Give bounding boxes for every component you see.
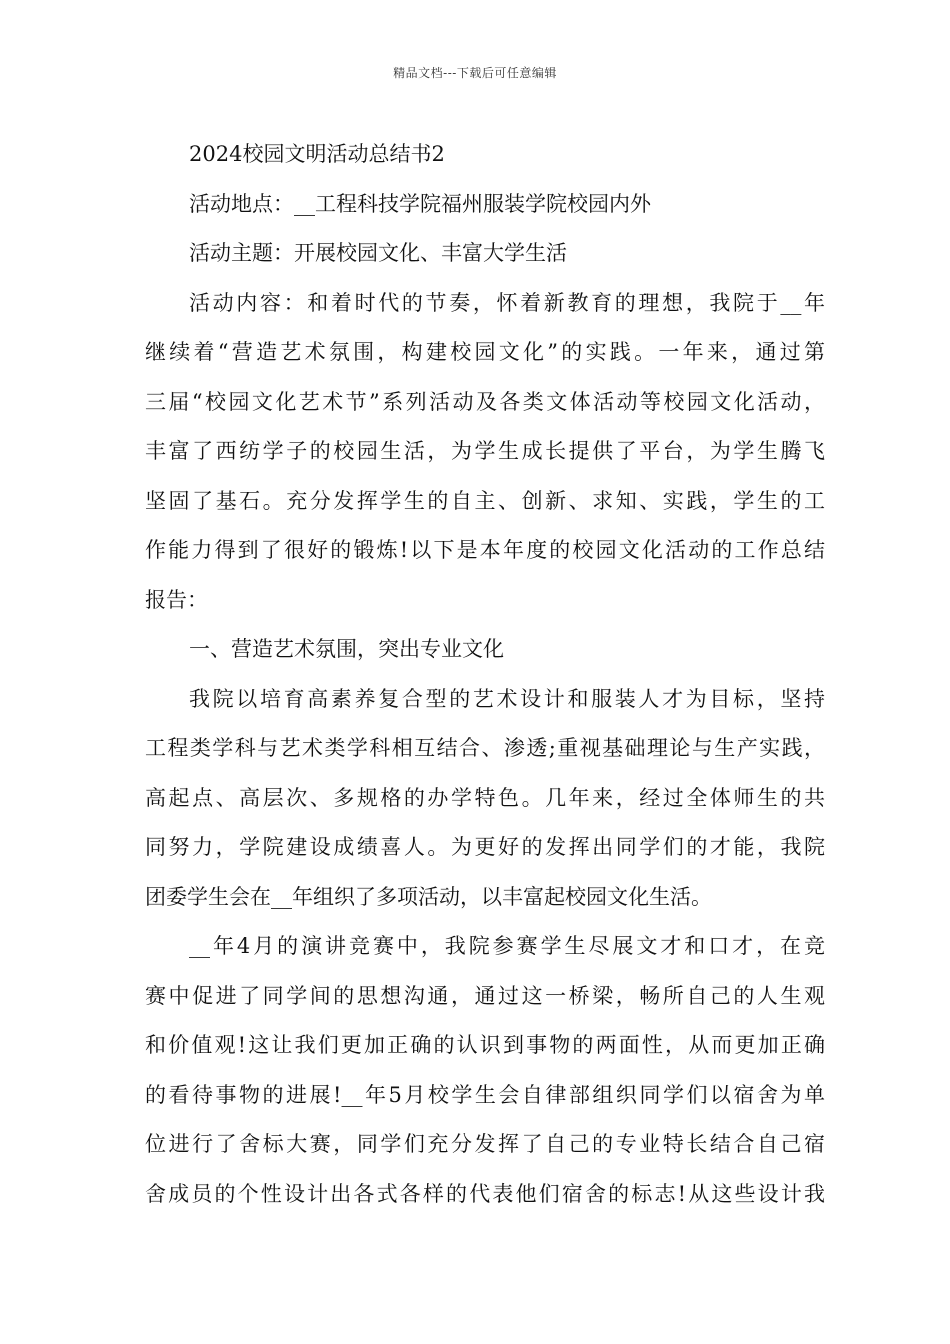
paragraph-line: 的看待事物的进展!__年5月校学生会自律部组织同学们以宿舍为单 [145,1082,825,1107]
paragraph-line: 我院以培育高素养复合型的艺术设计和服装人才为目标，坚持 [189,686,825,711]
paragraph-line: 舍成员的个性设计出各式各样的代表他们宿舍的标志!从这些设计我 [145,1181,825,1206]
section-heading: 一、营造艺术氛围，突出专业文化 [189,637,504,661]
paragraph-line: 工程类学科与艺术类学科相互结合、渗透;重视基础理论与生产实践， [145,736,825,760]
paragraph-art-atmosphere [145,675,825,923]
paragraph-line: 同努力，学院建设成绩喜人。为更好的发挥出同学们的才能，我院 [145,835,825,859]
paragraph-line: 继续着“营造艺术氛围，构建校园文化”的实践。一年来，通过第 [145,340,825,364]
paragraph-line: 高起点、高层次、多规格的办学特色。几年来，经过全体师生的共 [145,785,825,810]
paragraph-line: 坚固了基石。充分发挥学生的自主、创新、求知、实践，学生的工 [145,488,825,513]
paragraph-line: 和价值观!这让我们更加正确的认识到事物的两面性，从而更加正确 [145,1033,825,1057]
paragraph-line: 三届“校园文化艺术节”系列活动及各类文体活动等校园文化活动， [145,389,825,414]
paragraph-line: 报告： [145,587,208,612]
activity-location: 活动地点：__工程科技学院福州服装学院校园内外 [189,191,651,216]
paragraph-speech-contest [145,922,825,1219]
paragraph-line: __年4月的演讲竞赛中，我院参赛学生尽展文才和口才，在竞 [189,934,825,958]
paragraph-line: 团委学生会在__年组织了多项活动，以丰富起校园文化生活。 [145,884,712,909]
paragraph-activity-content [145,279,825,626]
document-body [145,130,825,1219]
activity-theme: 活动主题：开展校园文化、丰富大学生活 [189,241,567,265]
paragraph-line: 位进行了舍标大赛，同学们充分发挥了自己的专业特长结合自己宿 [145,1132,825,1156]
paragraph-line: 作能力得到了很好的锻炼!以下是本年度的校园文化活动的工作总结 [145,538,825,562]
paragraph-line: 活动内容：和着时代的节奏，怀着新教育的理想，我院于__年 [189,290,825,315]
document-title: 2024校园文明活动总结书2 [189,142,445,166]
paragraph-line: 赛中促进了同学间的思想沟通，通过这一桥梁，畅所自己的人生观 [145,983,825,1008]
page-header: 精品文档---下载后可任意编辑 [393,66,557,80]
paragraph-line: 丰富了西纺学子的校园生活，为学生成长提供了平台，为学生腾飞 [145,439,825,463]
